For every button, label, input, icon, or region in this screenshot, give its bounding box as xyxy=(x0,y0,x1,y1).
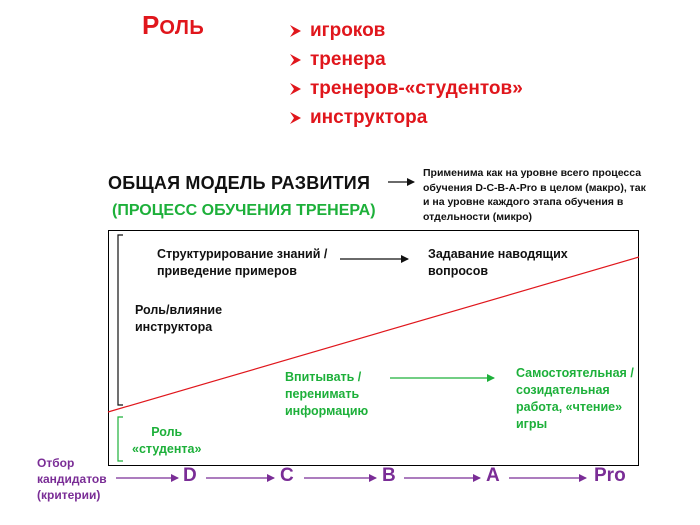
candidate-selection-label: Отбор кандидатов (критерии) xyxy=(37,456,107,502)
absorb-label: Впитывать / перенимать информацию xyxy=(285,370,369,418)
stage-pro: Pro xyxy=(594,465,626,486)
role-heading-first-letter: Р xyxy=(142,10,160,40)
independent-work-label: Самостоятельная / созидательная работа, «чтение» игры xyxy=(516,366,634,431)
structuring-label: Структурирование знаний / приведение примеров xyxy=(157,247,328,278)
role-list-item: инструктора xyxy=(288,103,523,132)
applicability-note: Применима как на уровне всего процесса обучения D-C-B-A-Pro в целом (макро), так и на уровне каждого этапа обучения в отдельности (микро) xyxy=(423,167,646,223)
role-list-item: тренера xyxy=(288,45,523,74)
role-list-item: игроков xyxy=(288,16,523,45)
guiding-questions-label: Задавание наводящих вопросов xyxy=(428,247,568,278)
stage-a: A xyxy=(486,465,500,486)
role-heading-rest: ОЛЬ xyxy=(159,17,205,39)
stage-d: D xyxy=(183,465,197,486)
student-role-label: Роль «студента» xyxy=(132,425,202,456)
role-list-item: тренеров-«студентов» xyxy=(288,74,523,103)
instructor-bracket xyxy=(118,235,123,405)
stage-b: B xyxy=(382,465,396,486)
stage-c: C xyxy=(280,465,294,486)
sub-title: (ПРОЦЕСС ОБУЧЕНИЯ ТРЕНЕРА) xyxy=(112,202,376,219)
instructor-role-label: Роль/влияние инструктора xyxy=(135,303,223,334)
student-bracket xyxy=(118,417,123,461)
main-title: ОБЩАЯ МОДЕЛЬ РАЗВИТИЯ xyxy=(108,173,371,193)
